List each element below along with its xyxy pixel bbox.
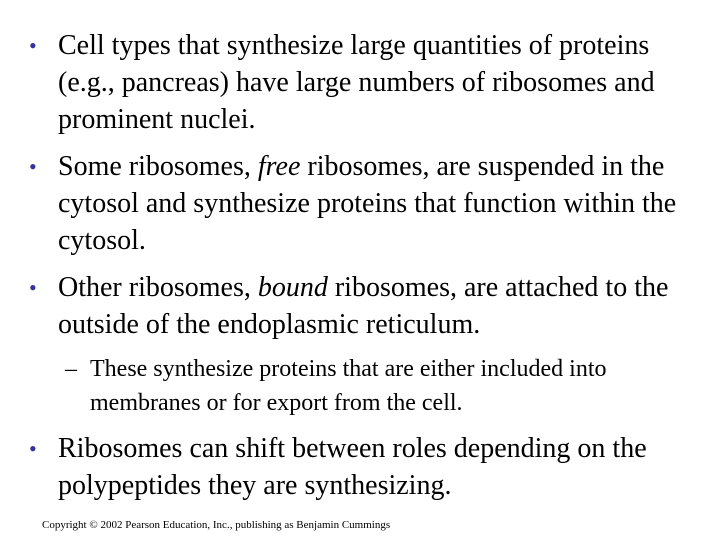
bullet-item	[29, 27, 708, 138]
bullet-text-emphasis: bound	[257, 272, 328, 303]
sub-bullet-item	[65, 352, 690, 420]
bullet-text-pre: Some ribosomes,	[58, 151, 258, 182]
bullet-dot-icon: •	[29, 436, 37, 461]
sub-bullet-text: These synthesize proteins that are either included into membranes or for export from the cell.	[90, 356, 607, 416]
bullet-item	[29, 269, 708, 343]
bullet-text-post: ribosomes, are suspended in the cytosol and synthesize proteins that function within the cytosol.	[58, 151, 677, 256]
bullet-text: Ribosomes can shift between roles depending on the polypeptides they are synthesizing.	[58, 433, 647, 501]
bullet-item	[29, 430, 708, 504]
bullet-dot-icon: •	[29, 154, 37, 179]
bullet-dot-icon: •	[29, 33, 37, 58]
bullet-text	[58, 151, 676, 256]
bullet-item	[29, 148, 708, 259]
copyright-footer: Copyright © 2002 Pearson Education, Inc., publishing as Benjamin Cummings	[42, 519, 391, 531]
bullet-dot-icon: •	[29, 275, 37, 300]
dash-icon: –	[65, 356, 77, 382]
bullet-text-emphasis: free	[257, 151, 301, 182]
bullet-text	[58, 272, 668, 340]
bullet-text-pre: Other ribosomes,	[58, 272, 258, 303]
bullet-text-post: ribosomes, are attached to the outside of the endoplasmic reticulum.	[58, 272, 669, 340]
bullet-text: Cell types that synthesize large quantities of proteins (e.g., pancreas) have large numbers of ribosomes and prominent nuclei.	[58, 30, 655, 135]
